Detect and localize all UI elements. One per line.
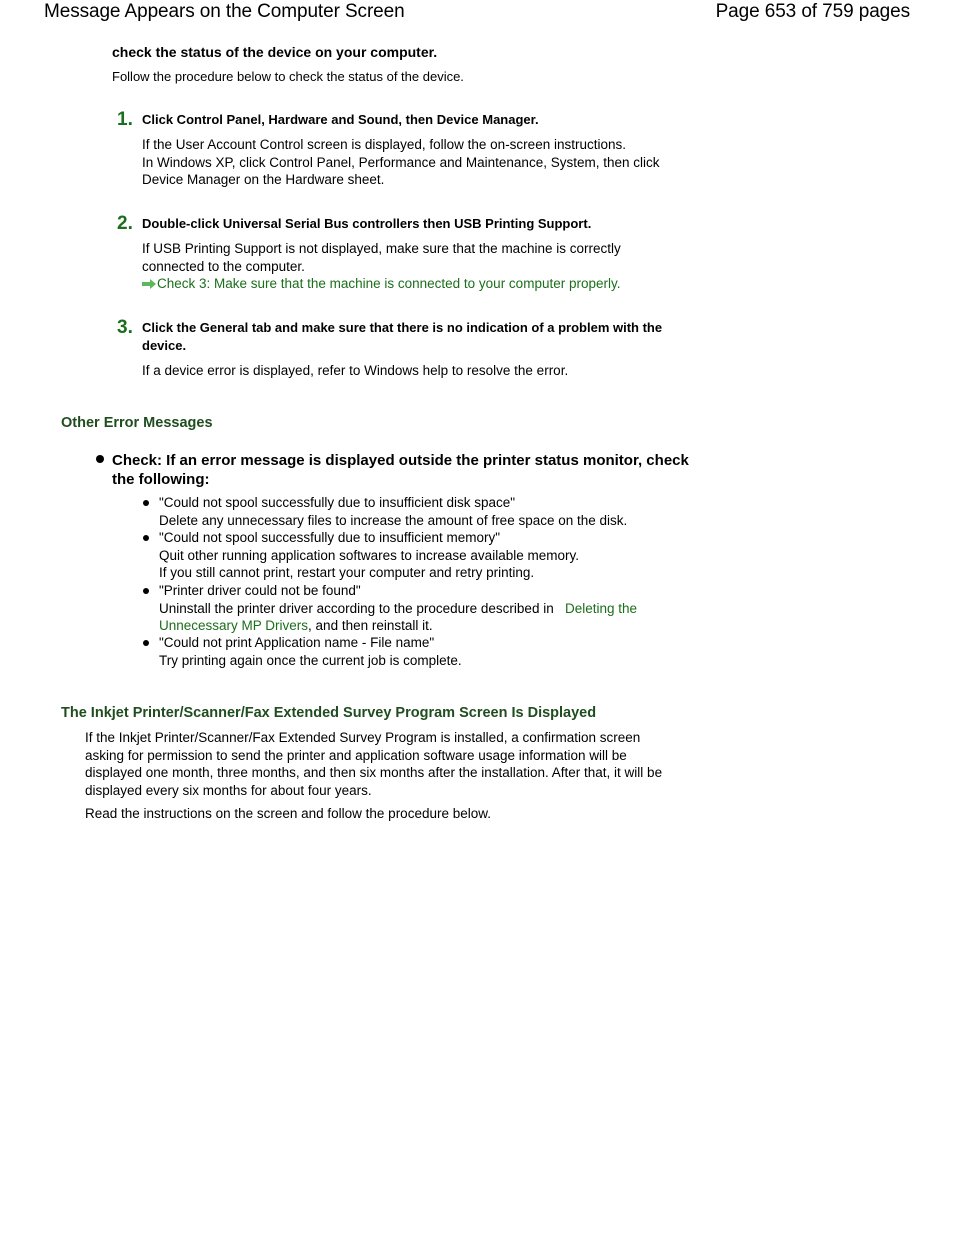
list-item-line: "Printer driver could not be found" [159,583,361,598]
list-bullet [143,640,149,646]
step-1-line: Device Manager on the Hardware sheet. [142,172,385,188]
survey-heading: The Inkjet Printer/Scanner/Fax Extended Survey Program Screen Is Displayed [61,705,597,721]
check-3-link[interactable]: Check 3: Make sure that the machine is connected to your computer properly. [157,276,621,292]
list-bullet [143,588,149,594]
intro-text: Follow the procedure below to check the status of the device. [112,69,464,84]
survey-line: If the Inkjet Printer/Scanner/Fax Extended Survey Program is installed, a confirmation screen [85,730,641,745]
list-item-line: If you still cannot print, restart your computer and retry printing. [159,565,535,581]
step-1-line: If the User Account Control screen is displayed, follow the on-screen instructions. [142,137,626,152]
list-item-line [159,617,719,635]
list-item [159,582,719,635]
list-item-line [159,600,719,618]
step-1-body [142,136,722,189]
step-3-title-line: device. [142,338,187,353]
survey-line: displayed every six months for about four years. [85,782,372,798]
step-2-title: Double-click Universal Serial Bus controllers then USB Printing Support. [142,216,592,231]
list-bullet [143,500,149,506]
list-bullet [143,535,149,541]
check-text [112,451,722,489]
step-1-number: 1. [117,109,133,130]
list-item [159,494,719,529]
survey-line: asking for permission to send the printer and application software usage information will be [85,747,627,763]
step-3-title-line: Click the General tab and make sure that there is no indication of a problem with the [142,320,663,335]
list-item-line: Try printing again once the current job is complete. [159,652,462,668]
deleting-drivers-link[interactable]: Deleting the [564,600,638,616]
step-2-line: If USB Printing Support is not displayed, make sure that the machine is correctly [142,241,621,256]
step-1-line: In Windows XP, click Control Panel, Performance and Maintenance, System, then click [142,154,660,170]
list-item-line: Delete any unnecessary files to increase the amount of free space on the disk. [159,512,628,528]
survey-instruction: Read the instructions on the screen and follow the procedure below. [85,806,492,821]
step-2-number: 2. [117,213,133,234]
deleting-drivers-link-cont[interactable]: Unnecessary MP Drivers [159,618,309,634]
page-number: Page 653 of 759 pages [715,1,910,22]
check-line: Check: If an error message is displayed outside the printer status monitor, check [112,452,689,469]
list-item-line: "Could not print Application name - File name" [159,635,435,650]
step-3-body [142,362,722,380]
list-item-text: , and then reinstall it. [308,618,433,634]
check-bullet [96,455,104,463]
other-errors-heading: Other Error Messages [61,415,213,431]
list-item [159,529,719,582]
list-item-line: Quit other running application softwares to increase available memory. [159,547,579,563]
list-item-text: Uninstall the printer driver according to the procedure described in [159,600,554,616]
step-3-line: If a device error is displayed, refer to Windows help to resolve the error. [142,363,569,378]
step-2-link-row [142,275,722,293]
page-header-title: Message Appears on the Computer Screen [44,1,405,22]
list-item-line: "Could not spool successfully due to insufficient disk space" [159,495,516,510]
step-3-number: 3. [117,317,133,338]
step-3-title [142,319,722,355]
intro-heading: check the status of the device on your computer. [112,44,438,60]
step-2-line: connected to the computer. [142,258,305,274]
check-line: the following: [112,471,210,488]
step-2-body [142,240,722,293]
list-item [159,634,719,669]
survey-line: displayed one month, three months, and then six months after the installation. After that, it will be [85,765,663,781]
step-1-title: Click Control Panel, Hardware and Sound, then Device Manager. [142,112,539,127]
list-item-line: "Could not spool successfully due to insufficient memory" [159,530,501,545]
survey-paragraph [85,729,705,799]
arrow-right-icon [142,279,156,289]
